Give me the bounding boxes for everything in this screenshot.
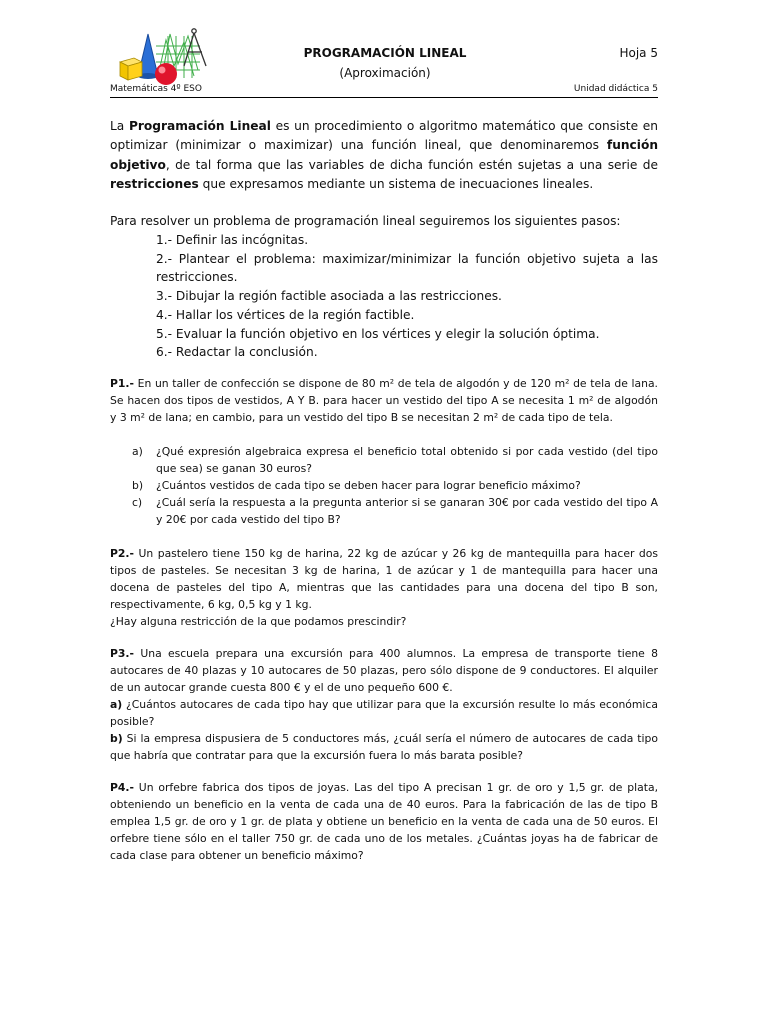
term-restricciones: restricciones — [110, 176, 199, 191]
unit-label: Unidad didáctica 5 — [573, 84, 658, 94]
sheet-number: Hoja 5 — [619, 46, 658, 60]
geometry-logo-icon — [118, 26, 218, 88]
problem-4-label: P4.- — [110, 781, 135, 794]
problem-3: P3.- Una escuela prepara una excursión para 400 alumnos. La empresa de transporte tiene 8 autocares de 40 plazas y 10 autocares de 50 plazas, pero sólo dispone de 9 conductores. El alquiler de un autocar grande cuesta 800 € y el de uno pequeño 600 €. a) ¿Cuántos autocares de cada tipo hay que utilizar para que la excursión resulte lo más económica posible? b) Si la empresa dispusiera de 5 conductores más, ¿cuál sería el número de autocares de cada tipo que habría que contratar para que la excursión fuera lo más barata posible? — [110, 647, 658, 762]
question-item: b) Si la empresa dispusiera de 5 conductores más, ¿cuál sería el número de autocares de cada tipo que habría que contratar para que la excursión fuera lo más barata posible? — [110, 732, 658, 762]
problem-4: P4.- Un orfebre fabrica dos tipos de joyas. Las del tipo A precisan 1 gr. de oro y 1,5 gr. de plata, obteniendo un beneficio en la venta de cada una de 40 euros. Para la fabricación de las de tipo B emplea 1,5 gr. de oro y 1 gr. de plata y obtiene un beneficio en la venta de cada una de 50 euros. El orfebre tiene sólo en el taller 750 gr. de cada uno de los metales. ¿Cuántas joyas ha de fabricar de cada clase para obtener un beneficio máximo? — [110, 781, 658, 862]
problem-1-label: P1.- — [110, 377, 135, 390]
step-item: 2.- Plantear el problema: maximizar/minimizar la función objetivo sujeta a las restricciones. — [156, 251, 658, 285]
course-label: Matemáticas 4º ESO — [110, 84, 202, 94]
step-item: 5.- Evaluar la función objetivo en los vértices y elegir la solución óptima. — [156, 326, 600, 341]
step-item: 1.- Definir las incógnitas. — [156, 233, 309, 247]
steps-lead: Para resolver un problema de programación lineal seguiremos los siguientes pasos: — [110, 214, 621, 228]
intro-paragraph: La Programación Lineal es un procedimiento o algoritmo matemático que consiste en optimizar (minimizar o maximizar) una función lineal, que denominaremos función objetivo, de tal forma que las variables de dicha función estén sujetas a una serie de restricciones que expresamos mediante un sistema de inecuaciones lineales. — [110, 119, 658, 191]
question-item: a) ¿Cuántos autocares de cada tipo hay que utilizar para que la excursión resulte lo más económica posible? — [110, 698, 658, 728]
question-item: b) ¿Cuántos vestidos de cada tipo se deben hacer para lograr beneficio máximo? — [132, 479, 581, 492]
worksheet-title: PROGRAMACIÓN LINEAL — [303, 46, 467, 60]
worksheet-subtitle: (Aproximación) — [339, 66, 431, 80]
problem-1-questions — [110, 443, 658, 528]
problem-1: P1.- En un taller de confección se dispone de 80 m² de tela de algodón y de 120 m² de tela de lana. Se hacen dos tipos de vestidos, A Y B. para hacer un vestido del tipo A se necesita 1 m² de algodón y 3 m² de lana; en cambio, para un vestido del tipo B se necesitan 2 m² de cada tipo de tela. — [110, 377, 658, 424]
term-programacion-lineal: Programación Lineal — [128, 119, 271, 133]
problem-2: P2.- Un pastelero tiene 150 kg de harina, 22 kg de azúcar y 26 kg de mantequilla para hacer dos tipos de pasteles. Se necesitan 3 kg de harina, 1 de azúcar y 1 de mantequilla para hacer una docena de pasteles del tipo A, mientras que las cantidades para una docena del tipo B son, respectivamente, 6 kg, 0,5 kg y 1 kg. ¿Hay alguna restricción de la que podamos prescindir? — [110, 547, 658, 628]
header-divider — [110, 97, 658, 98]
problem-3-label: P3.- — [110, 647, 135, 660]
question-item: a) ¿Qué expresión algebraica expresa el beneficio total obtenido si por cada vestido (del tipo que sea) se ganan 30 euros? — [132, 445, 658, 475]
step-item: 6.- Redactar la conclusión. — [156, 345, 318, 360]
step-item: 4.- Hallar los vértices de la región factible. — [156, 307, 415, 322]
step-item: 3.- Dibujar la región factible asociada a las restricciones. — [156, 289, 502, 304]
problem-2-label: P2.- — [110, 547, 135, 560]
term-funcion-objetivo: función objetivo — [110, 138, 658, 172]
steps-list — [156, 231, 658, 362]
question-item: c) ¿Cuál sería la respuesta a la pregunta anterior si se ganaran 30€ por cada vestido del tipo A y 20€ por cada vestido del tipo B? — [132, 496, 658, 526]
problem-2-question: ¿Hay alguna restricción de la que podamos prescindir? — [110, 615, 407, 628]
